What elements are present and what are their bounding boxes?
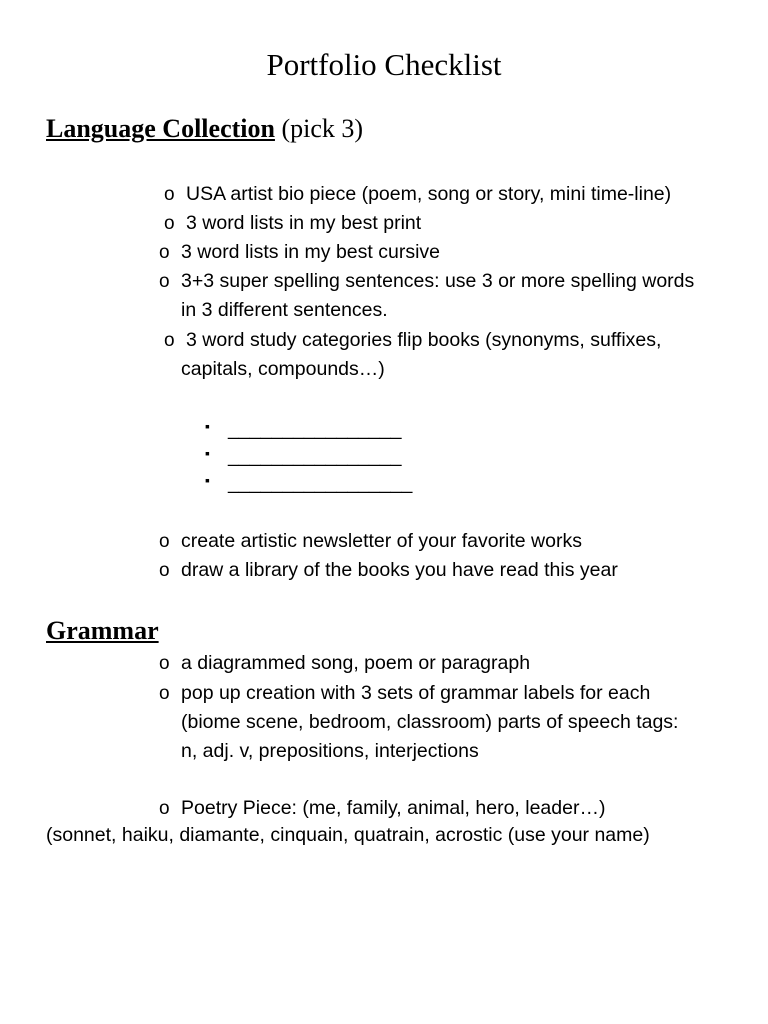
blank-line: _________________	[228, 472, 413, 494]
bullet-icon: o	[159, 531, 170, 552]
list-item-text: 3 word study categories flip books (synonyms, suffixes,	[186, 329, 662, 351]
list-item-text: (biome scene, bedroom, classroom) parts of speech tags:	[181, 711, 679, 733]
bullet-icon: o	[159, 560, 170, 581]
list-item-text: a diagrammed song, poem or paragraph	[181, 652, 531, 674]
list-item	[159, 679, 651, 708]
blank-line: ________________	[228, 445, 402, 467]
square-bullet-icon: ▪	[205, 420, 210, 435]
poetry-styles-text: (sonnet, haiku, diamante, cinquain, quatrain, acrostic (use your name)	[46, 824, 650, 846]
list-item	[164, 209, 422, 238]
list-item-continuation	[181, 708, 678, 737]
list-item	[159, 556, 618, 585]
list-item-text: 3 word lists in my best cursive	[181, 241, 440, 263]
bullet-icon: o	[159, 242, 170, 263]
list-item	[164, 180, 672, 209]
grammar-title: Grammar	[46, 616, 159, 645]
bullet-icon: o	[159, 798, 170, 819]
bullet-icon: o	[159, 683, 170, 704]
bullet-icon: o	[159, 653, 170, 674]
pick-note: (pick 3)	[281, 114, 364, 143]
page-title: Portfolio Checklist	[266, 47, 502, 82]
list-item-text: pop up creation with 3 sets of grammar labels for each	[181, 682, 651, 704]
list-item	[159, 267, 695, 296]
bullet-icon: o	[164, 213, 175, 234]
list-item-text: 3+3 super spelling sentences: use 3 or more spelling words	[181, 270, 695, 292]
language-collection-title: Language Collection	[46, 114, 275, 143]
list-item-text: 3 word lists in my best print	[186, 212, 422, 234]
list-item-text: create artistic newsletter of your favorite works	[181, 530, 582, 552]
list-item	[164, 326, 662, 355]
list-item-continuation	[181, 737, 479, 766]
bullet-icon: o	[159, 271, 170, 292]
list-item-text: n, adj. v, prepositions, interjections	[181, 740, 479, 762]
list-item-text: USA artist bio piece (poem, song or story, mini time-line)	[186, 183, 672, 205]
list-item-text: draw a library of the books you have read this year	[181, 559, 618, 581]
list-item	[159, 794, 606, 823]
language-collection-heading	[46, 114, 363, 144]
square-bullet-icon: ▪	[205, 447, 210, 462]
list-item	[159, 649, 531, 678]
list-item-text: Poetry Piece: (me, family, animal, hero, leader…)	[181, 797, 606, 819]
list-item-continuation	[181, 355, 385, 384]
blank-line: ________________	[228, 418, 402, 440]
bullet-icon: o	[164, 330, 175, 351]
list-item	[159, 238, 440, 267]
list-item-continuation	[181, 296, 388, 325]
list-item-text: in 3 different sentences.	[181, 299, 388, 321]
list-item	[159, 527, 582, 556]
square-bullet-icon: ▪	[205, 474, 210, 489]
grammar-heading	[46, 616, 159, 646]
list-item-text: capitals, compounds…)	[181, 358, 385, 380]
bullet-icon: o	[164, 184, 175, 205]
